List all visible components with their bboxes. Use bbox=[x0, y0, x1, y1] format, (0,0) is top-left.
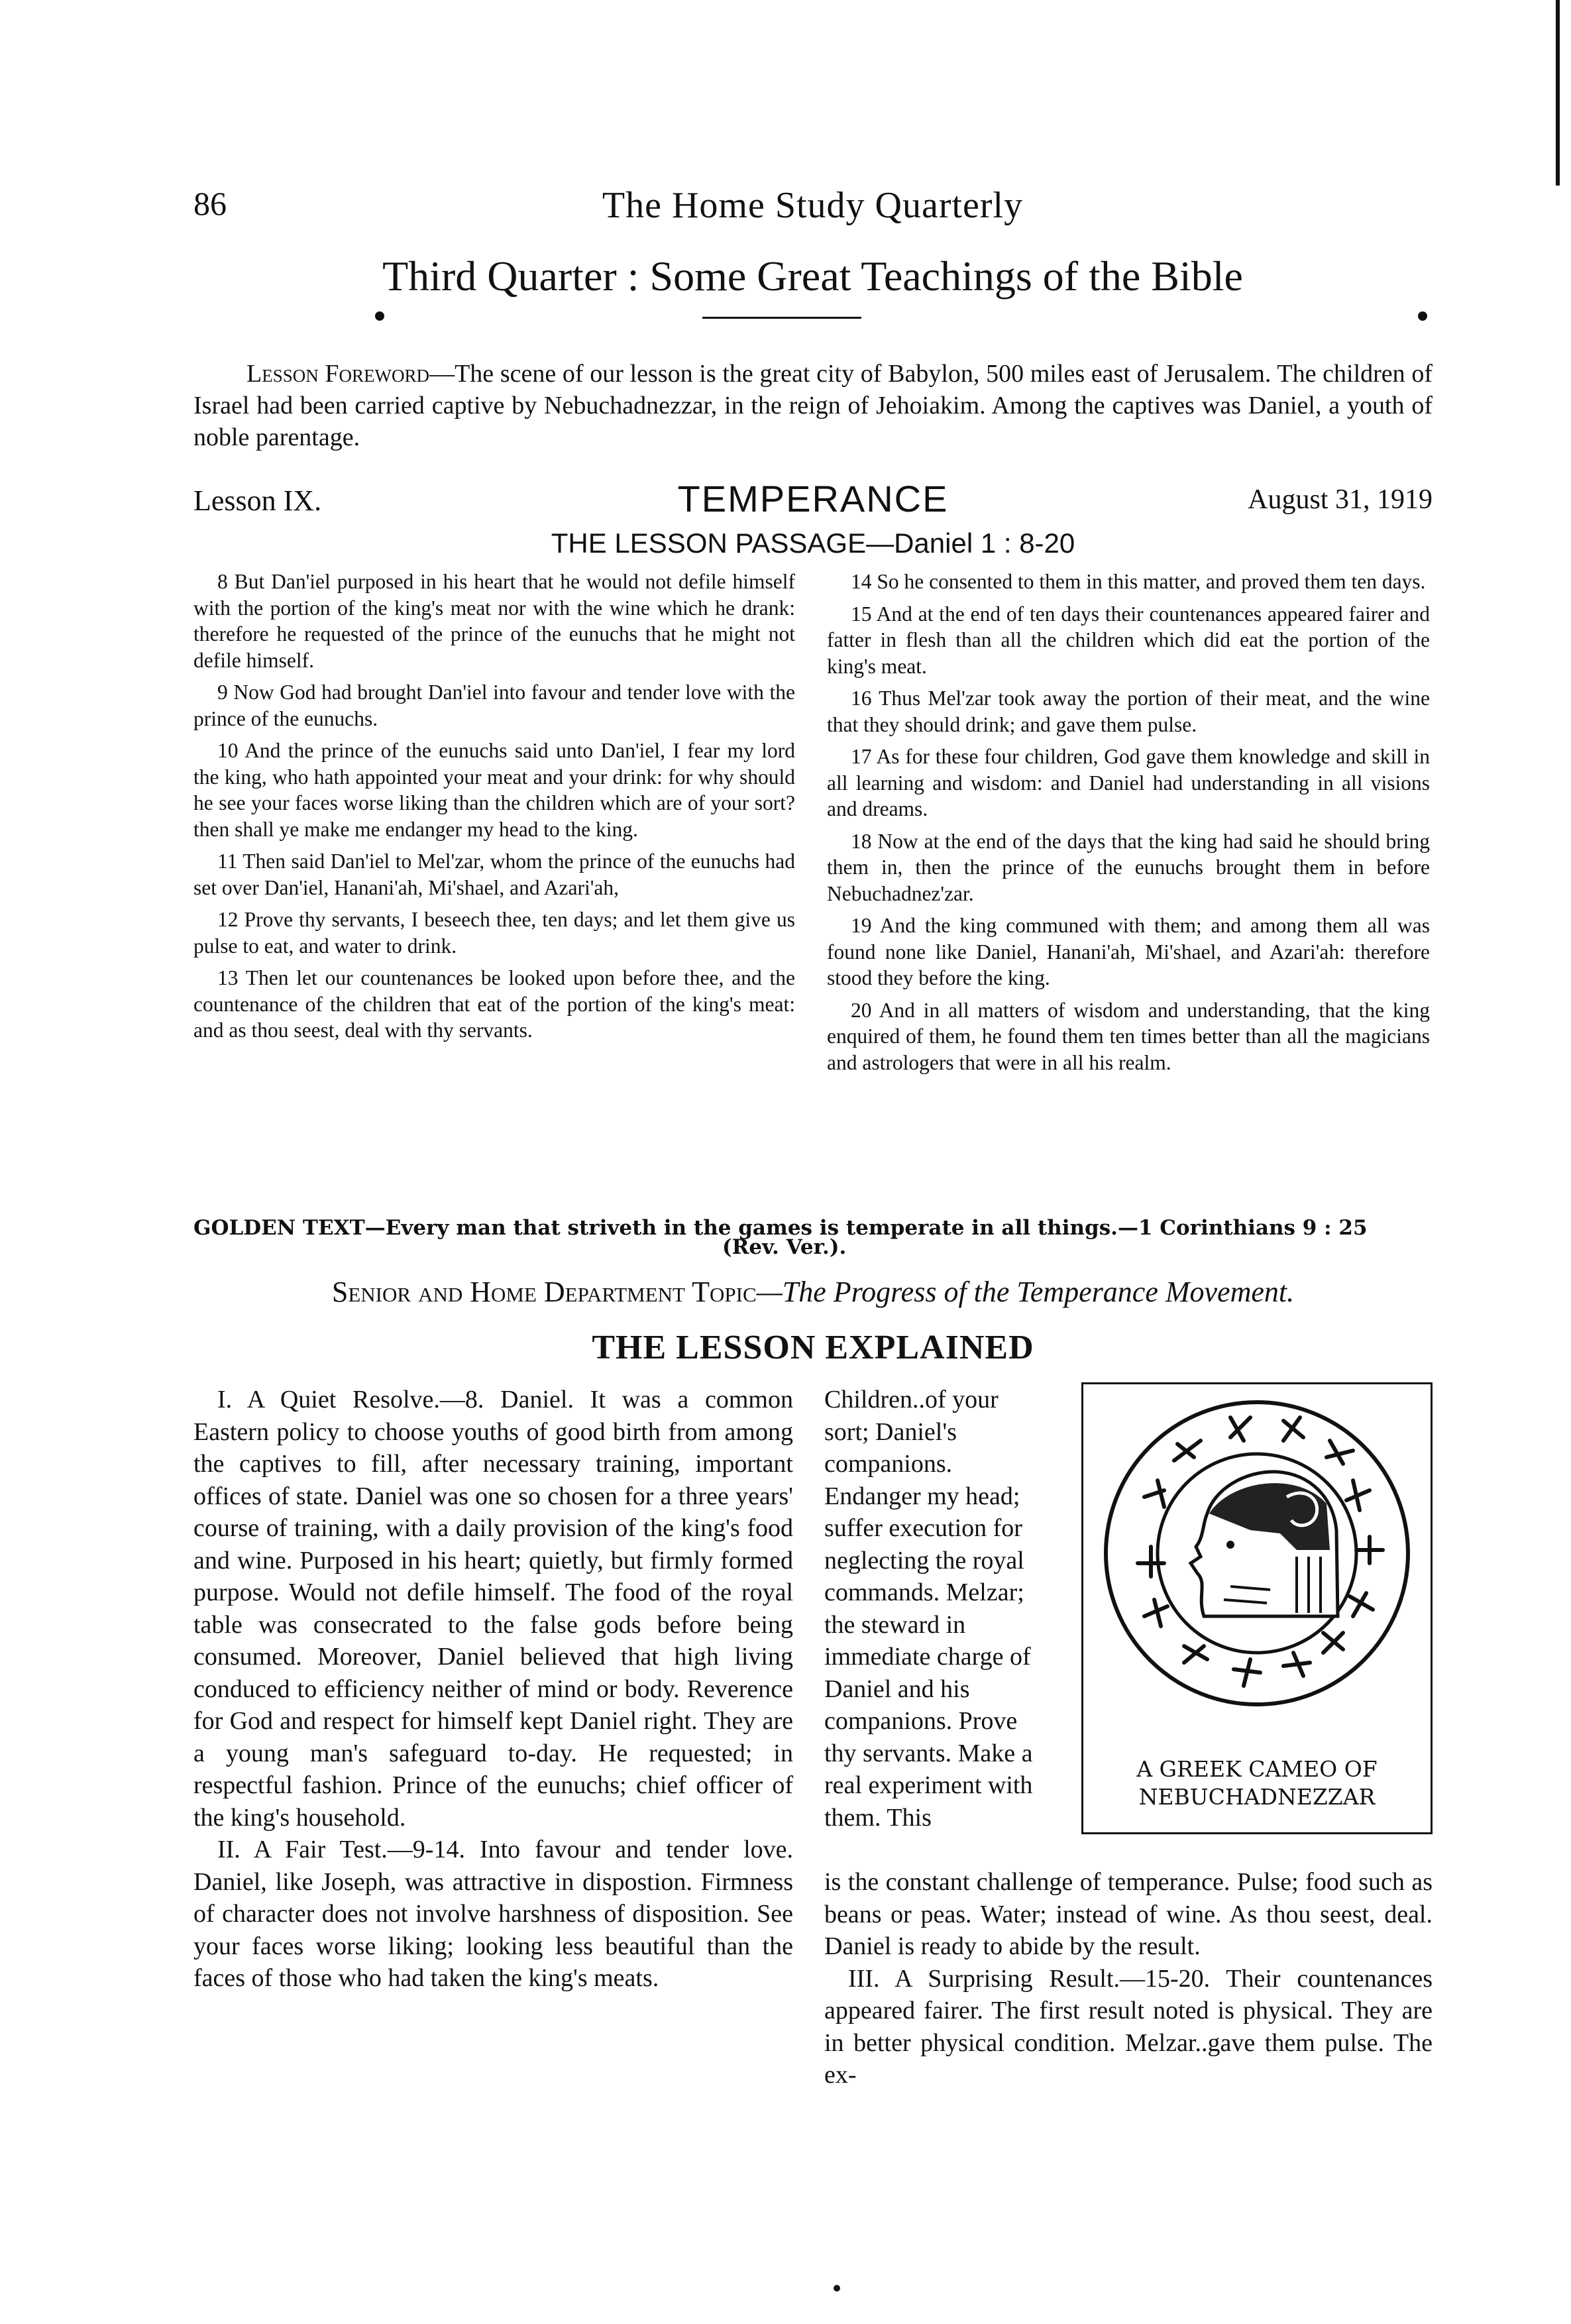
verse-10: 10 And the prince of the eunuchs said unto Dan'iel, I fear my lord the king, who hath appointed your meat and your drink: for why should he see your faces worse liking than the children which are of your sort? then shall ye make me endanger my head to the king. bbox=[193, 739, 795, 841]
page-edge-bar bbox=[1556, 0, 1560, 186]
golden-text-body: —Every man that striveth in the games is temperate in all things.—1 Corinthians 9 : 25 bbox=[364, 1216, 1368, 1240]
verse-19: 19 And the king communed with them; and among them all was found none like Daniel, Hanani'ah, Mi'shael, and Azari'ah: therefore stood they before the king. bbox=[827, 914, 1430, 989]
explained-continuation: is the constant challenge of temperance. Pulse; food such as beans or peas. Water; instead of wine. As thou seest, deal. Daniel is ready to abide by the result. bbox=[824, 1868, 1433, 1960]
verse-14: 14 So he consented to them in this matter, and proved them ten days. bbox=[851, 570, 1426, 593]
explained-section-1: I. A Quiet Resolve.—8. Daniel. It was a common Eastern policy to choose youths of good birth from among the captives to fill, after necessary training, important offices of state. Daniel was one so chosen for a three years' course of training, with a daily provision of the king's food and wine. Purposed in his heart; quietly, but firmly formed purpose. Would not defile himself. The food of the royal table was consecrated to the false gods before being consumed. Moreover, Daniel believed that high living conduced to efficiency neither of mind or body. Reverence for God and respect for himself kept Daniel right. They are a young man's safeguard to-day. He requested; in respectful fashion. Prince of the eunuchs; chief officer of the king's household. bbox=[193, 1386, 793, 1832]
figure-caption-line1: A GREEK CAMEO OF bbox=[1136, 1756, 1378, 1782]
senior-topic-label: Senior and Home Department Topic bbox=[331, 1276, 757, 1308]
page-bottom-mark bbox=[834, 2285, 840, 2292]
explained-column-right bbox=[824, 1866, 1433, 2091]
cameo-illustration bbox=[1098, 1398, 1416, 1709]
figure-caption bbox=[1083, 1755, 1431, 1811]
lesson-passage-heading: THE LESSON PASSAGE—Daniel 1 : 8-20 bbox=[551, 527, 1075, 559]
running-head bbox=[193, 184, 1432, 231]
lesson-explained-heading: THE LESSON EXPLAINED bbox=[592, 1329, 1034, 1366]
verse-17: 17 As for these four children, God gave them knowledge and skill in all learning and wisdom: and Daniel had understanding in all visions and dreams. bbox=[827, 745, 1430, 820]
page-number: 86 bbox=[193, 185, 227, 222]
explained-narrow-column bbox=[824, 1384, 1046, 1834]
ornament-dot-right bbox=[1418, 311, 1427, 321]
senior-topic-text: —The Progress of the Temperance Movement. bbox=[756, 1276, 1295, 1308]
verse-16: 16 Thus Mel'zar took away the portion of their meat, and the wine that they should drink; and gave them pulse. bbox=[827, 687, 1430, 736]
foreword-text: —The scene of our lesson is the great city of Babylon, 500 miles east of Jerusalem. The children of Israel had been carried captive by Nebuchadnezzar, in the reign of Jehoiakim. Among the captives was Daniel, a youth of noble parentage. bbox=[193, 360, 1433, 451]
ornament-dot-left bbox=[375, 311, 384, 321]
figure-caption-line2: NEBUCHADNEZZAR bbox=[1138, 1784, 1376, 1810]
verse-8: 8 But Dan'iel purposed in his heart that he would not defile himself with the portion of the king's meat nor with the wine which he drank: therefore he requested of the prince of the eunuchs that he might not defile himself. bbox=[193, 570, 795, 672]
verse-20: 20 And in all matters of wisdom and understanding, that the king enquired of them, he found them ten times better than all the magicians and astrologers that were in all his realm. bbox=[827, 998, 1430, 1074]
lesson-foreword bbox=[193, 358, 1433, 453]
explained-narrow-text: Children..of your sort; Daniel's companions. Endanger my head; suffer execution for neglecting the royal commands. Melzar; the steward in immediate charge of Daniel and his companions. Prove thy servants. Make a real experiment with them. This bbox=[824, 1386, 1033, 1832]
foreword-label: Lesson Foreword bbox=[246, 360, 430, 388]
journal-title: The Home Study Quarterly bbox=[602, 185, 1024, 226]
verse-15: 15 And at the end of ten days their countenances appeared fairer and fatter in flesh than all the children which did eat the portion of the king's meat. bbox=[827, 602, 1430, 678]
senior-topic bbox=[193, 1275, 1433, 1309]
cameo-figure bbox=[1081, 1382, 1433, 1834]
passage-column-right bbox=[827, 569, 1430, 1081]
verse-18: 18 Now at the end of the days that the king had said he should bring them in, then the prince of the eunuchs brought them in before Nebuchadnez'zar. bbox=[827, 829, 1430, 905]
golden-text-label: GOLDEN TEXT bbox=[193, 1216, 365, 1240]
passage-column-left bbox=[193, 569, 795, 1050]
explained-column-left bbox=[193, 1384, 793, 1995]
explained-section-2: II. A Fair Test.—9-14. Into favour and tender love. Daniel, like Joseph, was attractive in dispostion. Firmness of character does not involve harshness of disposition. See your faces worse liking; looking less beautiful than the faces of those who had taken the king's meats. bbox=[193, 1836, 793, 1992]
quarter-title: Third Quarter : Some Great Teachings of the Bible bbox=[382, 252, 1243, 300]
lesson-date: August 31, 1919 bbox=[1248, 484, 1433, 515]
verse-9: 9 Now God had brought Dan'iel into favour and tender love with the prince of the eunuchs. bbox=[193, 681, 795, 730]
verse-11: 11 Then said Dan'iel to Mel'zar, whom the prince of the eunuchs had set over Dan'iel, Hanani'ah, Mi'shael, and Azari'ah, bbox=[193, 850, 795, 899]
verse-13: 13 Then let our countenances be looked upon before thee, and the countenance of the children that eat of the portion of the king's meat: and as thou seest, deal with thy servants. bbox=[193, 966, 795, 1042]
verse-12: 12 Prove thy servants, I beseech thee, ten days; and let them give us pulse to eat, and water to drink. bbox=[193, 908, 795, 958]
lesson-number: Lesson IX. bbox=[193, 484, 322, 517]
golden-text-version: (Rev. Ver.). bbox=[722, 1235, 847, 1259]
lesson-row bbox=[193, 477, 1433, 530]
lesson-title: TEMPERANCE bbox=[677, 478, 949, 520]
title-rule bbox=[702, 317, 861, 319]
explained-section-3: III. A Surprising Result.—15-20. Their countenances appeared fairer. The first result noted is physical. They are in better physical condition. Melzar..gave them pulse. The ex- bbox=[824, 1964, 1433, 2089]
